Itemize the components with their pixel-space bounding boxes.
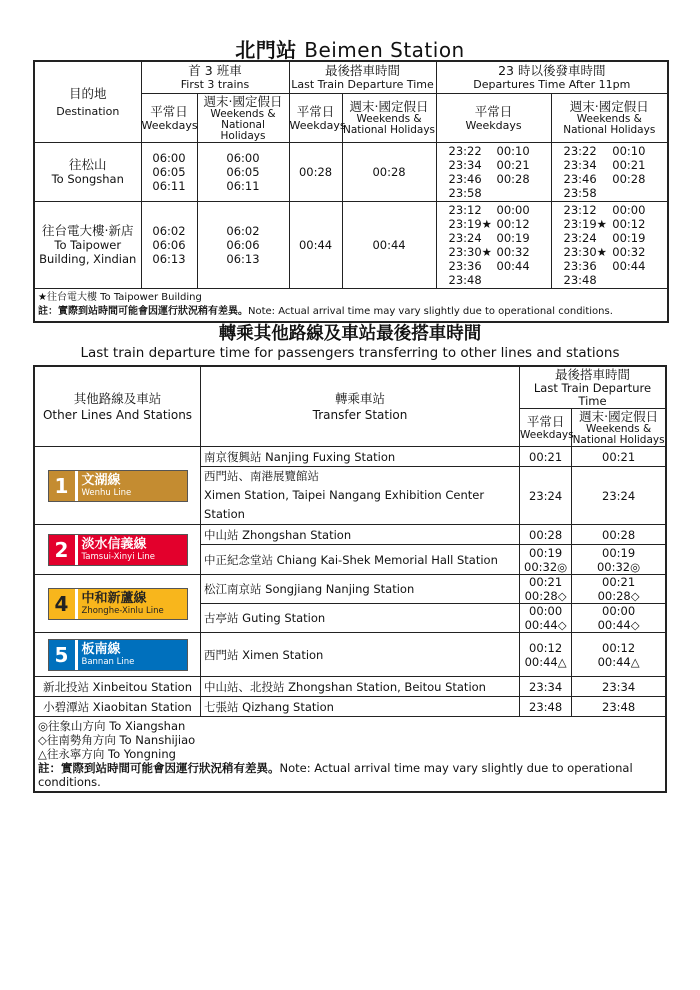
footnote-note-zh: 註：實際到站時間可能會因運行狀況稍有差異。	[38, 761, 280, 775]
transfer-station: 南京復興站 Nanjing Fuxing Station	[201, 447, 520, 467]
footnote-xiangshan: ◎往象山方向 To Xiangshan	[38, 719, 186, 733]
weekday-header-zh: 平常日	[150, 103, 188, 119]
after-11pm-header-zh: 23 時以後發車時間	[498, 63, 606, 79]
last-weekend	[572, 633, 666, 677]
table-row	[34, 633, 666, 677]
line-name-zh: 中和新蘆線	[81, 590, 147, 606]
transfer-table	[33, 365, 667, 793]
page-title	[0, 34, 700, 63]
last-train-weekend: 00:28	[342, 142, 436, 201]
line-badge-tamsui-xinyi	[48, 534, 188, 566]
time-value: 00:19	[529, 545, 563, 560]
time-value: 23:46	[563, 171, 597, 186]
time-value: 00:32	[612, 244, 646, 259]
destination-zh: 往松山	[68, 157, 107, 172]
weekend-header-zh: 週末‧國定假日	[579, 409, 659, 424]
weekend-header-en-1: Weekends &	[356, 113, 422, 125]
destination-header-zh: 目的地	[68, 85, 107, 101]
time-value: 00:21	[602, 575, 636, 589]
transfer-station-en: Ximen Station, Taipei Nangang Exhibition Center Station	[204, 488, 485, 521]
last-train-weekday: 00:28	[289, 142, 342, 201]
time-value: 00:12	[612, 216, 646, 231]
time-value: 23:24	[448, 230, 482, 245]
first-trains-weekday	[141, 142, 197, 201]
transfer-station-zh: 西門站、南港展覽館站	[204, 469, 320, 483]
weekend-header-zh: 週末‧國定假日	[569, 99, 649, 114]
transfer-station: 中山站、北投站 Zhongshan Station, Beitou Station	[201, 677, 520, 697]
time-value: 23:30★	[448, 244, 492, 259]
last-train-header-en: Last Train Departure Time	[291, 78, 434, 92]
weekday-header-en: Weekdays	[520, 428, 574, 441]
weekend-header-zh: 週末‧國定假日	[203, 93, 283, 109]
last-weekday: 23:24	[520, 467, 572, 525]
branch-station: 小碧潭站 Xiaobitan Station	[34, 697, 201, 717]
last-weekend: 00:28	[572, 525, 666, 545]
time-value: 06:06	[152, 237, 186, 252]
first-trains-weekend	[197, 142, 289, 201]
last-train-weekend: 00:44	[342, 201, 436, 288]
last-weekday: 23:48	[520, 697, 572, 717]
destination-cell	[34, 201, 141, 288]
time-value: 06:11	[226, 178, 260, 193]
weekday-header-en: Weekdays	[465, 118, 522, 132]
line-badge-wenhu	[48, 470, 188, 502]
time-value: 00:44	[612, 258, 646, 273]
other-lines-header-en: Other Lines And Stations	[42, 408, 193, 422]
weekday-header	[436, 93, 551, 142]
time-value: 00:44◇	[524, 618, 567, 632]
time-value: 06:00	[152, 150, 186, 165]
last-weekend	[572, 545, 666, 575]
weekday-header-zh: 平常日	[474, 103, 513, 119]
time-value: 00:28	[496, 171, 530, 186]
departure-table	[33, 60, 669, 323]
first-trains-weekday	[141, 201, 197, 288]
transfer-station-header-zh: 轉乘車站	[335, 391, 386, 406]
destination-header-en: Destination	[56, 104, 120, 118]
last-train-header	[520, 366, 666, 409]
time-value: 06:02	[226, 223, 260, 238]
time-value: 23:58	[563, 185, 597, 200]
last-weekend: 23:48	[572, 697, 666, 717]
time-value: 23:12	[448, 202, 482, 217]
time-value: 06:00	[226, 150, 260, 165]
time-value: 00:21	[612, 157, 646, 172]
last-weekend: 23:24	[572, 467, 666, 525]
time-value: 23:48	[448, 272, 482, 287]
last-weekend	[572, 604, 666, 633]
branch-station: 新北投站 Xinbeitou Station	[34, 677, 201, 697]
line-number: 5	[49, 640, 78, 670]
transfer-section-subtitle: Last train departure time for passengers transferring to other lines and stations	[80, 345, 620, 361]
transfer-section-title: 轉乘其他路線及車站最後搭車時間	[218, 324, 482, 344]
time-value	[497, 186, 541, 200]
table-row	[34, 697, 666, 717]
after-11pm-weekend	[551, 142, 668, 201]
footnote-star: ★往台電大樓 To Taipower Building	[38, 291, 202, 303]
transfer-station	[201, 467, 520, 525]
time-value: 00:44△	[524, 654, 567, 669]
line-cell-bannan	[34, 633, 201, 677]
line-number: 1	[49, 471, 78, 501]
line-badge-zhonghe-xinlu	[48, 588, 188, 620]
footnote-note-en: Note: Actual arrival time may vary slightly due to operational conditions.	[248, 305, 613, 317]
last-train-weekday: 00:44	[289, 201, 342, 288]
weekend-header-en-2: National Holidays	[563, 124, 656, 136]
last-train-header-zh: 最後搭車時間	[325, 63, 401, 79]
time-value: 23:24	[563, 230, 597, 245]
footnote-nanshijiao: ◇往南勢角方向 To Nanshijiao	[38, 733, 196, 747]
time-value: 00:28	[612, 171, 646, 186]
time-value: 06:06	[226, 237, 260, 252]
time-value: 00:10	[612, 143, 646, 158]
line-cell-zhonghe-xinlu	[34, 575, 201, 633]
after-11pm-weekday	[436, 201, 551, 288]
transfer-station: 松江南京站 Songjiang Nanjing Station	[201, 575, 520, 604]
time-value: 23:34	[563, 157, 597, 172]
footnote-note-en: Note: Actual arrival time may vary slightly due to operational conditions.	[38, 761, 633, 789]
last-weekend: 00:21	[572, 447, 666, 467]
time-value: 00:44◇	[597, 618, 640, 632]
time-value: 00:00	[612, 202, 646, 217]
time-value: 23:22	[563, 143, 597, 158]
last-train-header-en: Last Train Departure Time	[533, 381, 652, 408]
time-value: 23:34	[448, 157, 482, 172]
weekend-header	[342, 93, 436, 142]
destination-header	[34, 61, 141, 142]
after-11pm-weekday	[436, 142, 551, 201]
line-cell-tamsui-xinyi	[34, 525, 201, 575]
first-trains-header-zh: 首 3 班車	[188, 63, 242, 79]
table-row	[34, 575, 666, 604]
transfer-station-header	[201, 366, 520, 447]
weekday-header-en: Weekdays	[141, 118, 198, 132]
weekday-header	[289, 93, 346, 142]
time-value: 00:28◇	[524, 589, 567, 603]
line-name-en: Tamsui-Xinyi Line	[81, 551, 155, 562]
table-row	[34, 447, 666, 467]
weekend-header	[572, 409, 666, 447]
line-name-zh: 文湖線	[81, 472, 121, 488]
table-row	[34, 525, 666, 545]
time-value: 00:12	[529, 640, 563, 655]
last-weekend	[572, 575, 666, 604]
time-value: 00:12	[602, 640, 636, 655]
time-value: 00:00	[496, 202, 530, 217]
weekend-header-en-1: Weekends &	[586, 423, 652, 435]
time-value: 00:12	[496, 216, 530, 231]
destination-en: To Taipower	[54, 238, 122, 252]
last-train-header-zh: 最後搭車時間	[555, 367, 631, 382]
first-trains-weekend	[197, 201, 289, 288]
weekday-header	[141, 93, 197, 142]
last-weekday: 00:28	[520, 525, 572, 545]
after-11pm-header	[436, 61, 668, 93]
transfer-station: 西門站 Ximen Station	[201, 633, 520, 677]
other-lines-header-zh: 其他路線及車站	[73, 391, 162, 406]
line-number: 4	[49, 589, 78, 619]
line-name-en: Bannan Line	[81, 656, 135, 667]
time-value: 00:32	[496, 244, 530, 259]
transfer-station: 中山站 Zhongshan Station	[201, 525, 520, 545]
last-weekday: 00:21	[520, 447, 572, 467]
destination-zh: 往台電大樓‧新店	[42, 223, 134, 238]
line-cell-wenhu	[34, 447, 201, 525]
time-value: 23:19★	[448, 216, 492, 231]
after-11pm-header-en: Departures Time After 11pm	[473, 78, 631, 92]
last-weekday	[520, 575, 572, 604]
weekend-header-en-1: Weekends &	[210, 107, 276, 120]
transfer-station: 七張站 Qizhang Station	[201, 697, 520, 717]
footnote-yongning: △往永寧方向 To Yongning	[38, 747, 176, 761]
other-lines-header	[34, 366, 201, 447]
last-weekday	[520, 545, 572, 575]
time-value: 00:10	[496, 143, 530, 158]
table2-footnote	[34, 717, 666, 793]
time-value: 00:44	[496, 258, 530, 273]
time-value: 00:32◎	[596, 559, 641, 574]
last-weekday	[520, 633, 572, 677]
time-value: 00:19	[602, 545, 636, 560]
transfer-station: 中正紀念堂站 Chiang Kai-Shek Memorial Hall Station	[201, 545, 520, 575]
time-value: 00:21	[496, 157, 530, 172]
last-weekend: 23:34	[572, 677, 666, 697]
last-train-header	[289, 61, 436, 93]
time-value: 00:00	[602, 604, 636, 618]
weekend-header	[551, 93, 668, 142]
time-value	[612, 186, 657, 200]
time-value	[497, 273, 541, 287]
table-row	[34, 201, 668, 288]
last-weekday	[520, 604, 572, 633]
footnote-note-zh: 註：實際到站時間可能會因運行狀況稍有差異。	[38, 305, 248, 317]
line-name-en: Zhonghe-Xinlu Line	[81, 605, 164, 616]
line-name-zh: 板南線	[81, 641, 121, 657]
first-trains-header-en: First 3 trains	[180, 78, 250, 92]
time-value: 06:05	[152, 164, 186, 179]
time-value: 00:44△	[597, 654, 640, 669]
table-row	[34, 677, 666, 697]
time-value: 23:22	[448, 143, 482, 158]
weekday-header-zh: 平常日	[526, 413, 565, 429]
time-value: 23:19★	[563, 216, 607, 231]
line-number: 2	[49, 535, 78, 565]
time-value: 06:05	[226, 164, 260, 179]
after-11pm-weekend	[551, 201, 668, 288]
time-value: 06:02	[152, 223, 186, 238]
table-row	[34, 142, 668, 201]
time-value: 23:30★	[563, 244, 607, 259]
weekday-header-en: Weekdays	[289, 118, 346, 132]
transfer-station: 古亭站 Guting Station	[201, 604, 520, 633]
time-value: 00:21	[529, 575, 563, 589]
station-title-en: Beimen Station	[304, 38, 465, 62]
time-value: 23:58	[448, 185, 482, 200]
time-value	[612, 273, 657, 287]
weekend-header-en-2: National Holidays	[343, 124, 436, 136]
weekend-header-en-2: National Holidays	[572, 434, 665, 446]
time-value: 23:36	[563, 258, 597, 273]
time-value: 23:12	[563, 202, 597, 217]
time-value: 06:13	[226, 251, 260, 266]
table1-footnote	[34, 288, 668, 322]
first-trains-header	[141, 61, 289, 93]
time-value: 06:11	[152, 178, 186, 193]
time-value: 00:19	[612, 230, 646, 245]
last-weekday: 23:34	[520, 677, 572, 697]
weekend-header-zh: 週末‧國定假日	[349, 99, 429, 114]
line-name-zh: 淡水信義線	[81, 536, 147, 552]
time-value: 23:48	[563, 272, 597, 287]
station-title-zh: 北門站	[235, 38, 297, 62]
weekday-header	[520, 409, 572, 447]
time-value: 23:46	[448, 171, 482, 186]
time-value: 00:32◎	[524, 559, 568, 574]
weekend-header	[197, 93, 289, 142]
weekend-header-en-1: Weekends &	[576, 113, 642, 125]
transfer-station-header-en: Transfer Station	[312, 408, 408, 422]
weekday-header-zh: 平常日	[296, 103, 335, 119]
time-value: 23:36	[448, 258, 482, 273]
line-badge-bannan	[48, 639, 188, 671]
destination-en: Building, Xindian	[39, 252, 137, 266]
destination-cell	[34, 142, 141, 201]
time-value: 00:28◇	[597, 589, 640, 603]
time-value: 00:19	[496, 230, 530, 245]
weekend-header-en-2: National Holidays	[220, 118, 266, 142]
time-value: 06:13	[152, 251, 186, 266]
line-name-en: Wenhu Line	[81, 487, 132, 498]
destination-en: To Songshan	[51, 172, 124, 186]
time-value: 00:00	[529, 604, 563, 618]
